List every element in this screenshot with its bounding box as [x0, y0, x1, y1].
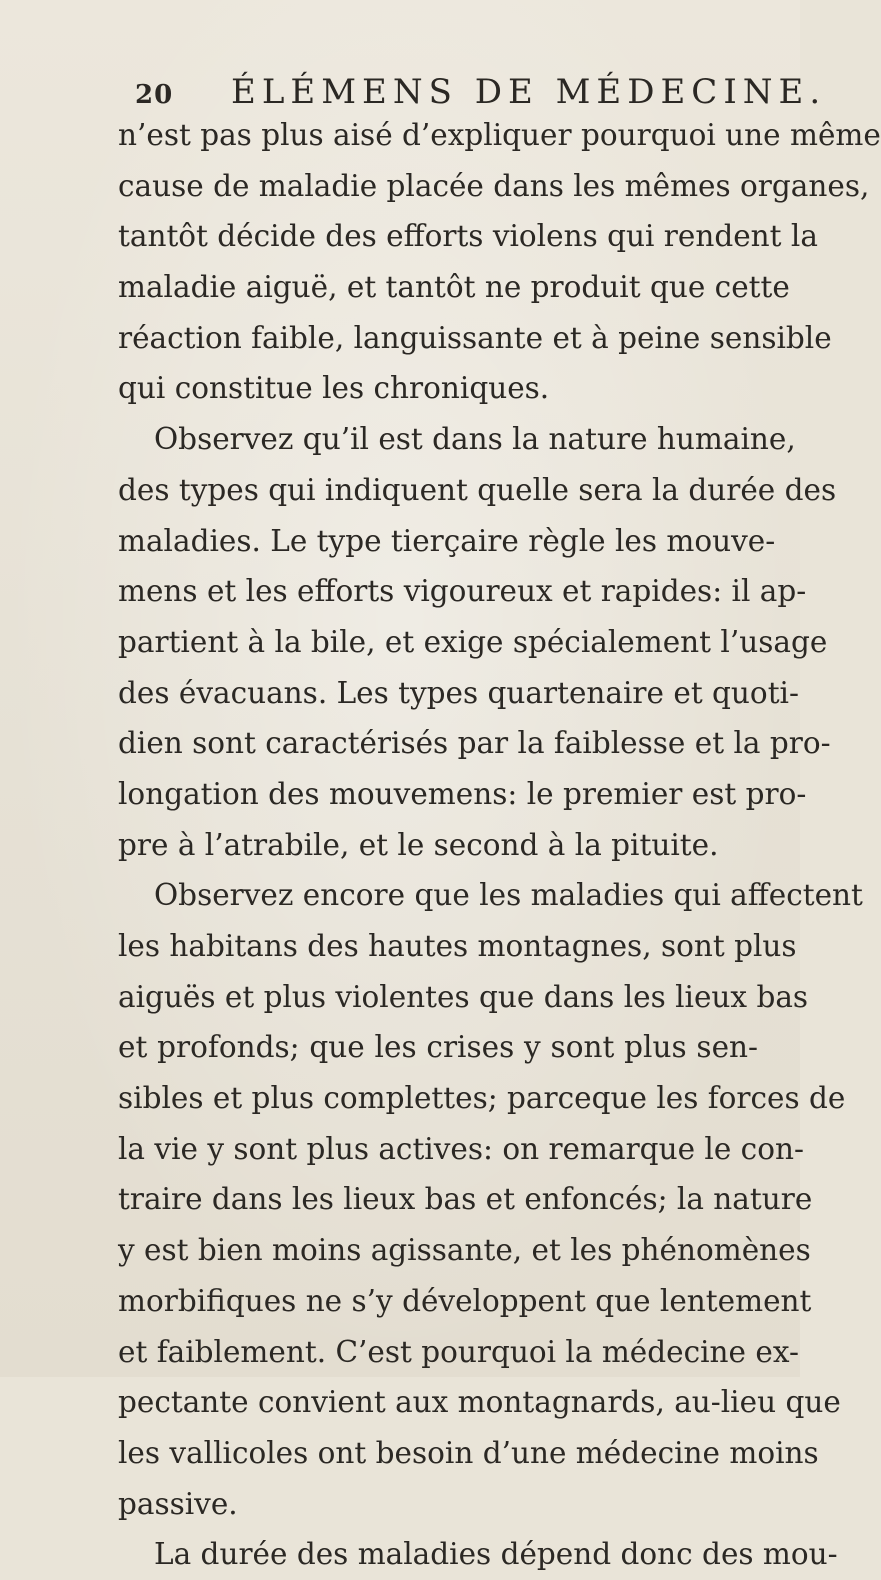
text-line: n’est pas plus aisé d’expliquer pourquoi une même	[118, 118, 881, 152]
text-line: pre à l’atrabile, et le second à la pituite.	[118, 827, 719, 862]
text-line: pectante convient aux montagnards, au-lieu que	[118, 1385, 841, 1420]
text-line: et profonds; que les crises y sont plus sen-	[118, 1030, 758, 1065]
text-line: les vallicoles ont besoin d’une médecine moins	[118, 1435, 819, 1470]
text-line: longation des mouvemens: le premier est pro-	[118, 776, 807, 811]
text-line: tantôt décide des efforts violens qui rendent la	[118, 219, 818, 254]
text-line: morbifiques ne s’y développent que lentement	[118, 1283, 812, 1318]
text-line: Observez qu’il est dans la nature humaine,	[154, 422, 796, 457]
text-line: La durée des maladies dépend donc des mou-	[154, 1537, 838, 1572]
text-line: mens et les efforts vigoureux et rapides: il ap-	[118, 574, 807, 609]
text-line: les habitans des hautes montagnes, sont plus	[118, 929, 797, 963]
text-line: réaction faible, languissante et à peine sensible	[118, 320, 832, 355]
text-line: passive.	[118, 1486, 238, 1521]
body-text	[118, 110, 881, 1580]
text-line: y est bien moins agissante, et les phénomènes	[118, 1233, 811, 1268]
text-line: Observez encore que les maladies qui affectent	[154, 878, 863, 913]
page-number: 20	[135, 80, 174, 110]
text-line: qui constitue les chroniques.	[118, 371, 550, 406]
text-line: aiguës et plus violentes que dans les lieux bas	[118, 979, 809, 1014]
text-line: des types qui indiquent quelle sera la durée des	[118, 472, 837, 507]
text-line: maladies. Le type tierçaire règle les mouve-	[118, 523, 776, 558]
text-line: et faiblement. C’est pourquoi la médecine ex-	[118, 1334, 799, 1369]
text-line: partient à la bile, et exige spécialement l’usage	[118, 624, 828, 659]
text-line: cause de maladie placée dans les mêmes organes,	[118, 168, 870, 203]
running-title: ÉLÉMENS DE MÉDECINE.	[231, 72, 827, 112]
text-line: traire dans les lieux bas et enfoncés; la nature	[118, 1182, 813, 1217]
text-line: des évacuans. Les types quartenaire et quoti-	[118, 675, 799, 710]
text-line: maladie aiguë, et tantôt ne produit que cette	[118, 270, 790, 305]
text-line: dien sont caractérisés par la faiblesse et la pro-	[118, 726, 831, 761]
text-line: sibles et plus complettes; parceque les forces de	[118, 1081, 846, 1116]
text-line: la vie y sont plus actives: on remarque le con-	[118, 1131, 804, 1166]
